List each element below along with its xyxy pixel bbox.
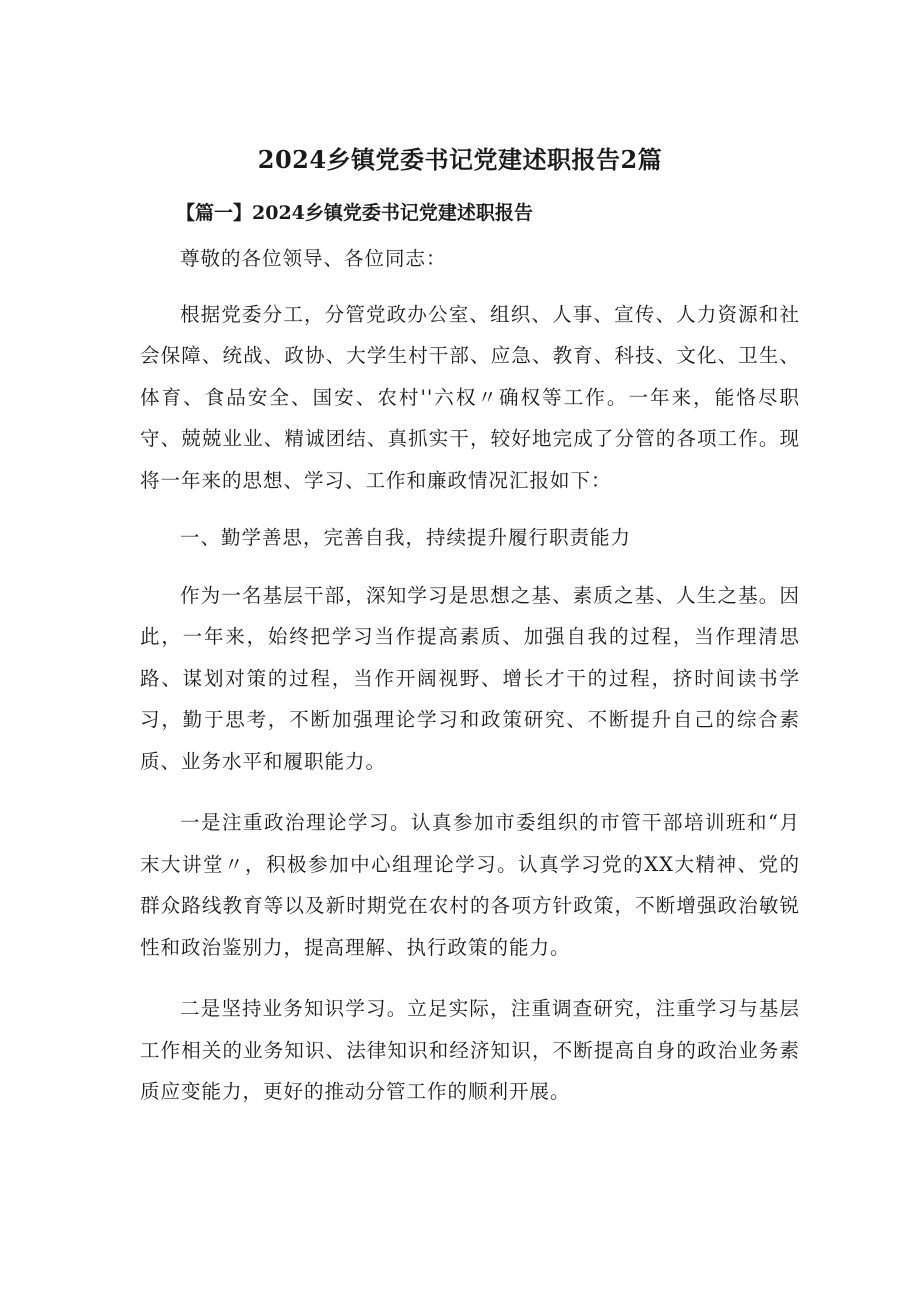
intro-paragraph: 根据党委分工，分管党政办公室、组织、人事、宣传、人力资源和社会保障、统战、政协、大学生村干部、应急、教育、科技、文化、卫生、体育、食品安全、国安、农村''六权〃确权等工作。一年来，能恪尽职守、兢兢业业、精诚团结、真抓实干，较好地完成了分管的各项工作。现将一年来的思想、学习、工作和廉政情况汇报如下： [140, 302, 800, 492]
document-title: 2024乡镇党委书记党建述职报告2篇 [257, 145, 663, 174]
salutation-paragraph: 尊敬的各位领导、各位同志： [179, 247, 447, 270]
business-knowledge-paragraph: 二是坚持业务知识学习。立足实际，注重调查研究，注重学习与基层工作相关的业务知识、法律知识和经济知识，不断提高自身的政治业务素质应变能力，更好的推动分管工作的顺利开展。 [140, 997, 800, 1103]
document-body [140, 238, 800, 1113]
political-theory-paragraph: 一是注重政治理论学习。认真参加市委组织的市管干部培训班和“月末大讲堂〃，积极参加中心组理论学习。认真学习党的XX大精神、党的群众路线教育等以及新时期党在农村的各项方针政策，不断增强政治敏锐性和政治鉴别力，提高理解、执行政策的能力。 [140, 811, 800, 959]
study-paragraph: 作为一名基层干部，深知学习是思想之基、素质之基、人生之基。因此，一年来，始终把学习当作提高素质、加强自我的过程，当作理清思路、谋划对策的过程，当作开阔视野、增长才干的过程，挤时间读书学习，勤于思考，不断加强理论学习和政策研究、不断提升自己的综合素质、业务水平和履职能力。 [140, 583, 800, 773]
subheading-paragraph: 一、勤学善思，完善自我，持续提升履行职责能力 [179, 526, 631, 549]
section-heading: 【篇一】2024乡镇党委书记党建述职报告 [176, 202, 533, 224]
